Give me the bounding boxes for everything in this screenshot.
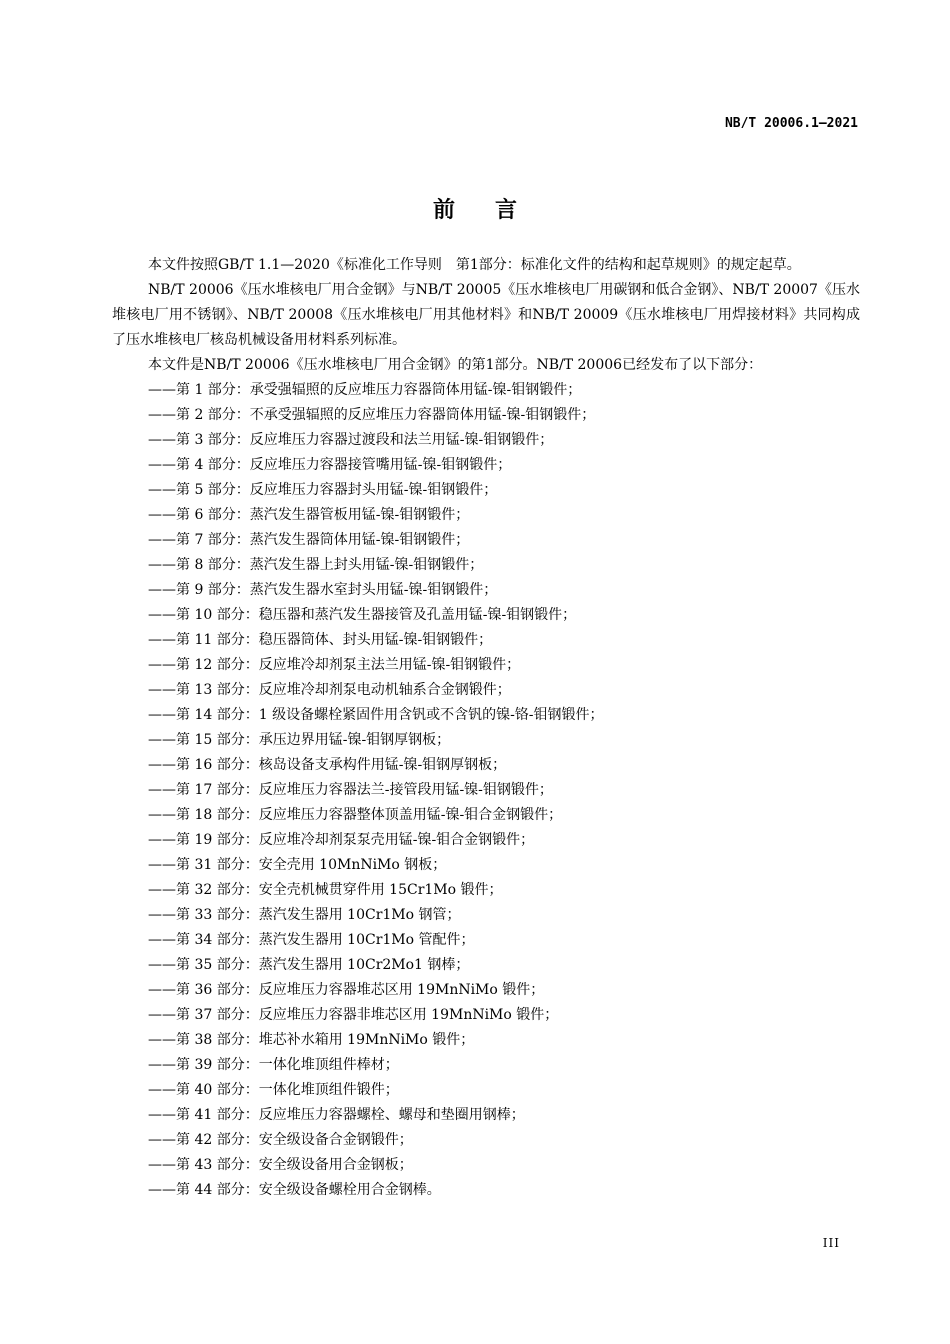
- list-item: ——第 39 部分：一体化堆顶组件棒材；: [148, 1057, 399, 1073]
- list-item: ——第 12 部分：反应堆冷却剂泵主法兰用锰-镍-钼钢锻件；: [148, 657, 521, 673]
- list-item: ——第 33 部分：蒸汽发生器用 10Cr1Mo 钢管；: [148, 907, 461, 923]
- paragraph-drafting-basis: 本文件按照GB/T 1.1—2020《标准化工作导则 第1部分：标准化文件的结构和起草规则》的规定起草。: [148, 257, 801, 273]
- list-item: ——第 37 部分：反应堆压力容器非堆芯区用 19MnNiMo 锻件；: [148, 1007, 559, 1023]
- list-item: ——第 43 部分：安全级设备用合金钢板；: [148, 1157, 413, 1173]
- list-item: ——第 31 部分：安全壳用 10MnNiMo 钢板；: [148, 857, 447, 873]
- list-item: ——第 32 部分：安全壳机械贯穿件用 15Cr1Mo 锻件；: [148, 882, 503, 898]
- list-item: ——第 13 部分：反应堆冷却剂泵电动机轴系合金钢锻件；: [148, 682, 511, 698]
- list-item: ——第 16 部分：核岛设备支承构件用锰-镍-钼钢厚钢板；: [148, 757, 507, 773]
- list-item: ——第 4 部分：反应堆压力容器接管嘴用锰-镍-钼钢锻件；: [148, 457, 512, 473]
- list-item: ——第 5 部分：反应堆压力容器封头用锰-镍-钼钢锻件；: [148, 482, 498, 498]
- document-body: [112, 253, 860, 1203]
- page-title: 前言: [432, 198, 557, 223]
- list-item: ——第 9 部分：蒸汽发生器水室封头用锰-镍-钼钢锻件；: [148, 582, 498, 598]
- paragraph-series-standards: NB/T 20006《压水堆核电厂用合金钢》与NB/T 20005《压水堆核电厂用碳钢和低合金钢》、NB/T 20007《压水堆核电厂用不锈钢》、NB/T 20008《压水堆核电厂用其他材料》和NB/T 20009《压水堆核电厂用焊接材料》共同构成了压水堆核电厂核岛机械设备用材料系列标准。: [112, 282, 860, 348]
- list-item: ——第 19 部分：反应堆冷却剂泵泵壳用锰-镍-钼合金钢锻件；: [148, 832, 535, 848]
- list-item: ——第 35 部分：蒸汽发生器用 10Cr2Mo1 钢棒；: [148, 957, 470, 973]
- list-item: ——第 36 部分：反应堆压力容器堆芯区用 19MnNiMo 锻件；: [148, 982, 545, 998]
- list-item: ——第 40 部分：一体化堆顶组件锻件；: [148, 1082, 399, 1098]
- paragraph-published-parts: 本文件是NB/T 20006《压水堆核电厂用合金钢》的第1部分。NB/T 20006已经发布了以下部分：: [148, 357, 763, 373]
- list-item: ——第 41 部分：反应堆压力容器螺栓、螺母和垫圈用钢棒；: [148, 1107, 525, 1123]
- list-item: ——第 38 部分：堆芯补水箱用 19MnNiMo 锻件；: [148, 1032, 475, 1048]
- list-item: ——第 3 部分：反应堆压力容器过渡段和法兰用锰-镍-钼钢锻件；: [148, 432, 554, 448]
- document-code: NB/T 20006.1—2021: [724, 116, 858, 131]
- list-item: ——第 10 部分：稳压器和蒸汽发生器接管及孔盖用锰-镍-钼钢锻件；: [148, 607, 577, 623]
- list-item: ——第 17 部分：反应堆压力容器法兰-接管段用锰-镍-钼钢锻件；: [148, 782, 553, 798]
- list-item: ——第 15 部分：承压边界用锰-镍-钼钢厚钢板；: [148, 732, 451, 748]
- list-item: ——第 44 部分：安全级设备螺栓用合金钢棒。: [148, 1182, 441, 1198]
- list-item: ——第 18 部分：反应堆压力容器整体顶盖用锰-镍-钼合金钢锻件；: [148, 807, 563, 823]
- list-item: ——第 11 部分：稳压器筒体、封头用锰-镍-钼钢锻件；: [148, 632, 493, 648]
- list-item: ——第 14 部分：1 级设备螺栓紧固件用含钒或不含钒的镍-铬-钼钢锻件；: [148, 707, 604, 723]
- list-item: ——第 42 部分：安全级设备合金钢锻件；: [148, 1132, 413, 1148]
- list-item: ——第 2 部分：不承受强辐照的反应堆压力容器筒体用锰-镍-钼钢锻件；: [148, 407, 596, 423]
- parts-list: [112, 378, 860, 1203]
- list-item: ——第 34 部分：蒸汽发生器用 10Cr1Mo 管配件；: [148, 932, 475, 948]
- list-item: ——第 8 部分：蒸汽发生器上封头用锰-镍-钼钢锻件；: [148, 557, 484, 573]
- list-item: ——第 6 部分：蒸汽发生器管板用锰-镍-钼钢锻件；: [148, 507, 470, 523]
- list-item: ——第 1 部分：承受强辐照的反应堆压力容器筒体用锰-镍-钼钢锻件；: [148, 382, 582, 398]
- list-item: ——第 7 部分：蒸汽发生器筒体用锰-镍-钼钢锻件；: [148, 532, 470, 548]
- page-number: III: [822, 1236, 840, 1250]
